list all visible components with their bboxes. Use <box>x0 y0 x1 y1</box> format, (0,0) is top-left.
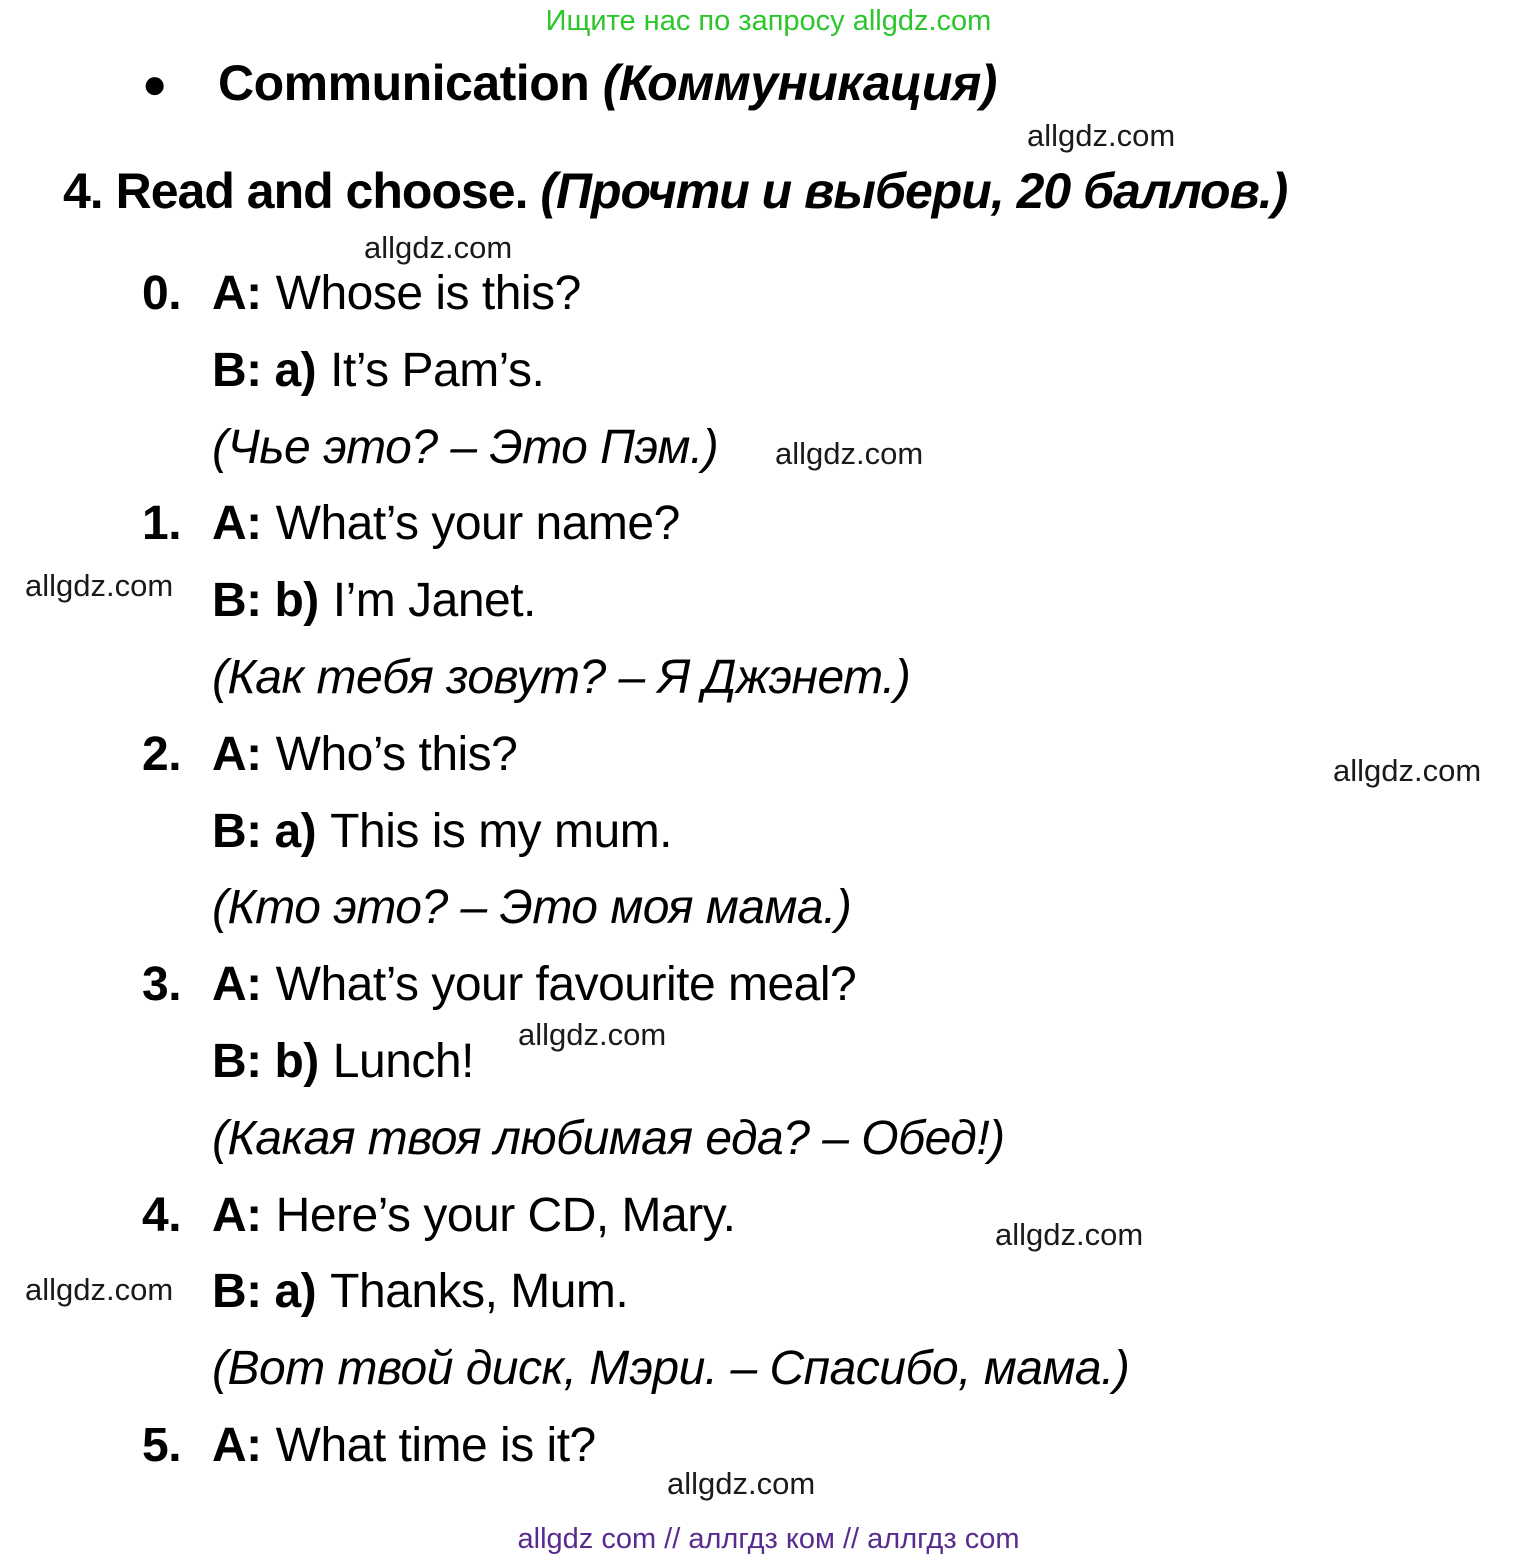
list-item <box>0 947 1537 1177</box>
watermark: allgdz.com <box>25 1272 174 1307</box>
dialogue-b-line <box>0 563 1537 640</box>
list-item <box>0 1178 1537 1408</box>
exercise-list <box>0 256 1537 1485</box>
speaker-b-text: Lunch! <box>332 1034 474 1088</box>
list-item <box>0 717 1537 947</box>
translation-text: (Кто это? – Это моя мама.) <box>212 881 852 935</box>
translation-line <box>0 410 1537 487</box>
translation-line <box>0 1101 1537 1178</box>
speaker-b-text: It’s Pam’s. <box>330 343 545 397</box>
task-heading <box>63 156 1287 226</box>
section-title-ru: (Коммуникация) <box>602 55 997 111</box>
speaker-a-label: A: <box>212 1188 262 1242</box>
list-item <box>0 256 1537 486</box>
speaker-b-label: B: a) <box>212 804 317 858</box>
speaker-a-label: A: <box>212 497 262 551</box>
speaker-a-label: A: <box>212 727 262 781</box>
item-number: 5. <box>142 1418 182 1472</box>
speaker-b-label: B: a) <box>212 343 317 397</box>
speaker-b-label: B: b) <box>212 1034 319 1088</box>
list-item <box>0 486 1537 716</box>
item-number: 2. <box>142 727 182 781</box>
translation-line <box>0 1331 1537 1408</box>
speaker-a-text: Who’s this? <box>275 727 518 781</box>
task-title: Read and choose. <box>115 163 528 219</box>
item-number: 0. <box>142 267 182 320</box>
item-number: 1. <box>142 497 182 551</box>
item-number: 4. <box>142 1188 182 1242</box>
speaker-a-text: What time is it? <box>275 1418 596 1472</box>
watermark: allgdz.com <box>1333 753 1482 788</box>
dialogue-a-line <box>0 1178 1537 1255</box>
watermark: allgdz.com <box>364 230 513 265</box>
watermark: allgdz.com <box>667 1466 816 1501</box>
speaker-a-text: Whose is this? <box>275 267 581 320</box>
item-number: 3. <box>142 958 182 1012</box>
bottom-banner: allgdz com // аллгдз ком // аллгдз com <box>517 1523 1020 1555</box>
watermark: allgdz.com <box>518 1017 667 1052</box>
dialogue-a-line <box>0 717 1537 794</box>
task-title-ru: (Прочти и выбери, 20 баллов.) <box>540 163 1288 219</box>
speaker-a-text: Here’s your CD, Mary. <box>275 1188 736 1242</box>
speaker-a-text: What’s your name? <box>275 497 680 551</box>
watermark: allgdz.com <box>25 568 174 603</box>
dialogue-a-line <box>0 486 1537 563</box>
speaker-b-text: Thanks, Mum. <box>330 1265 629 1319</box>
speaker-b-text: This is my mum. <box>330 804 673 858</box>
speaker-a-text: What’s your favourite meal? <box>275 958 857 1012</box>
watermark: allgdz.com <box>1027 118 1176 153</box>
translation-text: (Какая твоя любимая еда? – Обед!) <box>212 1111 1005 1165</box>
section-heading <box>142 48 997 119</box>
translation-line <box>0 870 1537 947</box>
speaker-a-label: A: <box>212 267 262 320</box>
bullet-icon: ● <box>142 60 167 107</box>
dialogue-a-line <box>0 256 1537 333</box>
watermark: allgdz.com <box>775 436 924 471</box>
speaker-b-label: B: a) <box>212 1265 317 1319</box>
translation-text: (Вот твой диск, Мэри. – Спасибо, мама.) <box>212 1342 1130 1396</box>
speaker-a-label: A: <box>212 1418 262 1472</box>
translation-text: (Как тебя зовут? – Я Джэнет.) <box>212 650 911 704</box>
dialogue-b-line <box>0 1024 1537 1101</box>
dialogue-b-line <box>0 333 1537 410</box>
speaker-b-label: B: b) <box>212 574 319 628</box>
translation-line <box>0 640 1537 717</box>
dialogue-b-line <box>0 794 1537 871</box>
task-number: 4. <box>63 163 103 219</box>
top-banner: Ищите нас по запросу allgdz.com <box>545 5 992 37</box>
translation-text: (Чье это? – Это Пэм.) <box>212 420 719 474</box>
speaker-b-text: I’m Janet. <box>332 574 536 628</box>
dialogue-a-line <box>0 947 1537 1024</box>
section-title: Communication <box>218 55 590 111</box>
watermark: allgdz.com <box>995 1217 1144 1252</box>
speaker-a-label: A: <box>212 958 262 1012</box>
dialogue-b-line <box>0 1254 1537 1331</box>
